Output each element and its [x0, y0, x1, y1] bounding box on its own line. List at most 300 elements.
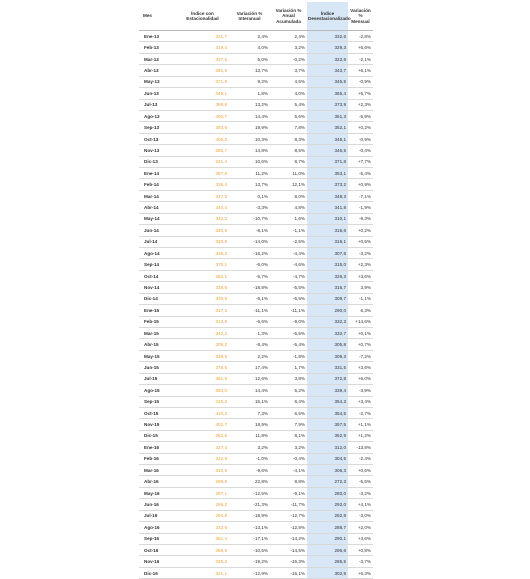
- cell-indice-desestacionalizado: 309,3: [307, 350, 348, 361]
- cell-var-interanual: -12,9%: [229, 567, 270, 578]
- cell-indice-desestacionalizado: 304,5: [307, 453, 348, 464]
- cell-var-mensual: +3,4%: [348, 396, 373, 407]
- cell-mes: Sep-14: [139, 259, 176, 270]
- table-row: [139, 293, 373, 304]
- cell-mes: May-14: [139, 213, 176, 224]
- cell-indice-desestacionalizado: 351,3: [307, 110, 348, 121]
- table-row: [139, 362, 373, 373]
- cell-var-mensual: -3,2%: [348, 248, 373, 259]
- cell-var-mensual: +2,0%: [348, 522, 373, 533]
- cell-indice-estacionalidad: 382,1: [176, 270, 229, 281]
- cell-indice-estacionalidad: 322,9: [176, 453, 229, 464]
- cell-mes: Oct-15: [139, 407, 176, 418]
- cell-indice-estacionalidad: 370,1: [176, 259, 229, 270]
- cell-var-mensual: +3,6%: [348, 362, 373, 373]
- cell-mes: Dic-14: [139, 293, 176, 304]
- cell-mes: Abr-16: [139, 476, 176, 487]
- cell-indice-desestacionalizado: 373,2: [307, 179, 348, 190]
- table-row: [139, 270, 373, 281]
- cell-var-mensual: -2,7%: [348, 407, 373, 418]
- table-row: [139, 88, 373, 99]
- cell-mes: Jun-15: [139, 362, 176, 373]
- cell-indice-estacionalidad: 321,1: [176, 567, 229, 578]
- cell-var-interanual: 12,6%: [229, 373, 270, 384]
- cell-var-interanual: -13,1%: [229, 522, 270, 533]
- cell-mes: Mar-13: [139, 53, 176, 64]
- cell-var-interanual: -6,6%: [229, 316, 270, 327]
- cell-mes: Feb-14: [139, 179, 176, 190]
- cell-mes: Ago-14: [139, 248, 176, 259]
- cell-mes: Ene-15: [139, 305, 176, 316]
- table-row: [139, 510, 373, 521]
- cell-var-anual-acumulada: -14,5%: [270, 544, 307, 555]
- table-row: [139, 145, 373, 156]
- cell-indice-estacionalidad: 351,4: [176, 533, 229, 544]
- cell-indice-desestacionalizado: 373,9: [307, 99, 348, 110]
- cell-indice-estacionalidad: 405,3: [176, 133, 229, 144]
- cell-indice-desestacionalizado: 309,7: [307, 293, 348, 304]
- cell-mes: Jun-13: [139, 88, 176, 99]
- cell-var-interanual: -6,0%: [229, 259, 270, 270]
- table-row: [139, 327, 373, 338]
- cell-mes: Jul-13: [139, 99, 176, 110]
- table-row: [139, 465, 373, 476]
- cell-var-interanual: 22,8%: [229, 476, 270, 487]
- cell-indice-desestacionalizado: 362,9: [307, 430, 348, 441]
- cell-var-interanual: -9,6%: [229, 465, 270, 476]
- cell-indice-desestacionalizado: 357,5: [307, 419, 348, 430]
- header-var-anual-acumulada: Variación % Anual Acumulada: [270, 2, 307, 31]
- cell-var-mensual: +0,5%: [348, 236, 373, 247]
- cell-var-anual-acumulada: -5,5%: [270, 282, 307, 293]
- cell-mes: Nov-16: [139, 556, 176, 567]
- cell-indice-desestacionalizado: 285,5: [307, 556, 348, 567]
- cell-indice-desestacionalizado: 272,3: [307, 476, 348, 487]
- cell-indice-estacionalidad: 376,5: [176, 362, 229, 373]
- cell-indice-estacionalidad: 332,2: [176, 213, 229, 224]
- cell-indice-estacionalidad: 294,9: [176, 510, 229, 521]
- cell-var-anual-acumulada: -12,8%: [270, 522, 307, 533]
- cell-var-anual-acumulada: 4,8%: [270, 202, 307, 213]
- cell-var-mensual: +0,2%: [348, 225, 373, 236]
- cell-indice-desestacionalizado: 332,6: [307, 31, 348, 42]
- cell-var-mensual: +3,6%: [348, 533, 373, 544]
- table-row: [139, 236, 373, 247]
- cell-var-interanual: 9,2%: [229, 76, 270, 87]
- cell-indice-desestacionalizado: 352,1: [307, 122, 348, 133]
- cell-var-anual-acumulada: 5,4%: [270, 99, 307, 110]
- table-row: [139, 179, 373, 190]
- cell-indice-desestacionalizado: 322,9: [307, 53, 348, 64]
- cell-indice-desestacionalizado: 306,3: [307, 465, 348, 476]
- cell-indice-estacionalidad: 337,3: [176, 190, 229, 201]
- cell-var-interanual: 17,4%: [229, 362, 270, 373]
- cell-indice-estacionalidad: 338,8: [176, 282, 229, 293]
- header-indice-desestacionalizado: Índice Desestacionalizado: [307, 2, 348, 31]
- cell-indice-desestacionalizado: 307,8: [307, 248, 348, 259]
- table-row: [139, 522, 373, 533]
- cell-var-interanual: 13,2%: [229, 99, 270, 110]
- cell-var-mensual: -5,9%: [348, 110, 373, 121]
- cell-indice-estacionalidad: 371,9: [176, 76, 229, 87]
- cell-mes: May-13: [139, 76, 176, 87]
- cell-var-anual-acumulada: 6,6%: [270, 110, 307, 121]
- cell-indice-estacionalidad: 327,3: [176, 442, 229, 453]
- cell-var-anual-acumulada: -5,5%: [270, 327, 307, 338]
- cell-var-interanual: 3,2%: [229, 442, 270, 453]
- cell-indice-estacionalidad: 337,5: [176, 53, 229, 64]
- cell-mes: Sep-15: [139, 396, 176, 407]
- cell-indice-estacionalidad: 357,6: [176, 168, 229, 179]
- cell-var-mensual: +3,6%: [348, 270, 373, 281]
- cell-var-anual-acumulada: -2,5%: [270, 236, 307, 247]
- cell-var-anual-acumulada: -4,4%: [270, 248, 307, 259]
- cell-var-anual-acumulada: 11,0%: [270, 168, 307, 179]
- cell-mes: Ene-13: [139, 31, 176, 42]
- cell-var-interanual: 11,8%: [229, 430, 270, 441]
- cell-var-anual-acumulada: 4,5%: [270, 76, 307, 87]
- cell-var-interanual: -18,9%: [229, 510, 270, 521]
- cell-mes: Mar-16: [139, 465, 176, 476]
- cell-indice-desestacionalizado: 353,1: [307, 168, 348, 179]
- cell-indice-desestacionalizado: 331,5: [307, 362, 348, 373]
- cell-var-interanual: -8,4%: [229, 339, 270, 350]
- cell-indice-desestacionalizado: 290,0: [307, 305, 348, 316]
- cell-indice-desestacionalizado: 316,6: [307, 225, 348, 236]
- cell-indice-estacionalidad: 402,7: [176, 419, 229, 430]
- table-row: [139, 487, 373, 498]
- cell-var-interanual: 13,7%: [229, 65, 270, 76]
- cell-mes: Dic-13: [139, 156, 176, 167]
- cell-indice-estacionalidad: 339,5: [176, 350, 229, 361]
- cell-indice-estacionalidad: 320,8: [176, 236, 229, 247]
- cell-mes: Nov-15: [139, 419, 176, 430]
- cell-var-anual-acumulada: 8,8%: [270, 476, 307, 487]
- cell-var-interanual: 19,9%: [229, 122, 270, 133]
- cell-var-anual-acumulada: -0,4%: [270, 453, 307, 464]
- cell-var-interanual: 14,4%: [229, 385, 270, 396]
- cell-indice-estacionalidad: 393,9: [176, 122, 229, 133]
- table-row: [139, 305, 373, 316]
- cell-var-interanual: -11,1%: [229, 305, 270, 316]
- cell-var-mensual: -2,1%: [348, 53, 373, 64]
- cell-indice-desestacionalizado: 329,3: [307, 42, 348, 53]
- cell-var-mensual: +7,7%: [348, 156, 373, 167]
- table-row: [139, 316, 373, 327]
- cell-mes: Feb-13: [139, 42, 176, 53]
- cell-var-anual-acumulada: -9,0%: [270, 316, 307, 327]
- cell-mes: Ene-16: [139, 442, 176, 453]
- cell-var-mensual: +6,3%: [348, 567, 373, 578]
- cell-mes: Mar-14: [139, 190, 176, 201]
- cell-var-interanual: 15,1%: [229, 396, 270, 407]
- cell-var-anual-acumulada: -1,8%: [270, 350, 307, 361]
- cell-var-anual-acumulada: 2,4%: [270, 31, 307, 42]
- cell-indice-desestacionalizado: 290,1: [307, 533, 348, 544]
- cell-mes: Jun-14: [139, 225, 176, 236]
- table-row: [139, 53, 373, 64]
- cell-var-interanual: -10,5%: [229, 544, 270, 555]
- cell-var-interanual: -19,2%: [229, 556, 270, 567]
- cell-indice-desestacionalizado: 292,0: [307, 499, 348, 510]
- cell-var-mensual: -9,3%: [348, 213, 373, 224]
- cell-var-mensual: -3,2%: [348, 487, 373, 498]
- cell-var-mensual: +0,6%: [348, 465, 373, 476]
- cell-indice-desestacionalizado: 312,0: [307, 442, 348, 453]
- cell-mes: Dic-16: [139, 567, 176, 578]
- cell-var-mensual: +14,6%: [348, 316, 373, 327]
- cell-var-anual-acumulada: -4,1%: [270, 465, 307, 476]
- cell-var-mensual: +0,1%: [348, 327, 373, 338]
- cell-indice-estacionalidad: 336,4: [176, 179, 229, 190]
- cell-var-interanual: 2,4%: [229, 31, 270, 42]
- cell-var-anual-acumulada: -1,1%: [270, 225, 307, 236]
- cell-mes: Nov-14: [139, 282, 176, 293]
- table-row: [139, 453, 373, 464]
- cell-indice-estacionalidad: 340,4: [176, 202, 229, 213]
- cell-var-mensual: +2,3%: [348, 259, 373, 270]
- cell-var-mensual: +1,2%: [348, 430, 373, 441]
- cell-indice-desestacionalizado: 371,8: [307, 156, 348, 167]
- cell-mes: Abr-13: [139, 65, 176, 76]
- cell-var-anual-acumulada: -4,6%: [270, 259, 307, 270]
- cell-mes: Sep-13: [139, 122, 176, 133]
- cell-indice-estacionalidad: 320,5: [176, 293, 229, 304]
- cell-var-anual-acumulada: 8,1%: [270, 430, 307, 441]
- cell-mes: May-15: [139, 350, 176, 361]
- cell-indice-estacionalidad: 369,9: [176, 99, 229, 110]
- cell-indice-estacionalidad: 425,3: [176, 396, 229, 407]
- header-var-mensual: Variación % Mensual: [348, 2, 373, 31]
- cell-indice-desestacionalizado: 305,8: [307, 339, 348, 350]
- cell-indice-desestacionalizado: 332,3: [307, 316, 348, 327]
- table-row: [139, 133, 373, 144]
- cell-var-anual-acumulada: 6,5%: [270, 407, 307, 418]
- cell-var-mensual: +4,1%: [348, 499, 373, 510]
- cell-var-mensual: +1,1%: [348, 419, 373, 430]
- cell-var-anual-acumulada: 3,7%: [270, 65, 307, 76]
- cell-mes: Oct-14: [139, 270, 176, 281]
- cell-indice-desestacionalizado: 288,7: [307, 522, 348, 533]
- cell-mes: Oct-16: [139, 544, 176, 555]
- table-row: [139, 396, 373, 407]
- cell-indice-estacionalidad: 317,3: [176, 305, 229, 316]
- cell-indice-desestacionalizado: 345,5: [307, 76, 348, 87]
- table-row: [139, 556, 373, 567]
- cell-indice-estacionalidad: 400,7: [176, 110, 229, 121]
- cell-indice-desestacionalizado: 296,6: [307, 544, 348, 555]
- cell-var-mensual: -3,7%: [348, 556, 373, 567]
- table-row: [139, 76, 373, 87]
- cell-var-mensual: +6,1%: [348, 65, 373, 76]
- cell-mes: Nov-13: [139, 145, 176, 156]
- cell-var-interanual: 10,3%: [229, 133, 270, 144]
- table-row: [139, 407, 373, 418]
- cell-var-interanual: -8,1%: [229, 225, 270, 236]
- cell-var-interanual: 14,4%: [229, 110, 270, 121]
- cell-var-interanual: 0,1%: [229, 190, 270, 201]
- cell-var-mensual: -3,0%: [348, 510, 373, 521]
- cell-var-anual-acumulada: 3,2%: [270, 442, 307, 453]
- cell-indice-desestacionalizado: 326,3: [307, 270, 348, 281]
- cell-indice-estacionalidad: 383,0: [176, 385, 229, 396]
- header-indice-estacionalidad: Índice con Estacionalidad: [176, 2, 229, 31]
- table-row: [139, 202, 373, 213]
- table-row: [139, 110, 373, 121]
- cell-indice-desestacionalizado: 302,9: [307, 567, 348, 578]
- cell-mes: Jul-14: [139, 236, 176, 247]
- cell-var-interanual: 1,3%: [229, 327, 270, 338]
- table-row: [139, 213, 373, 224]
- table-row: [139, 122, 373, 133]
- cell-mes: Abr-15: [139, 339, 176, 350]
- table-row: [139, 350, 373, 361]
- cell-indice-estacionalidad: 342,2: [176, 327, 229, 338]
- cell-mes: Sep-16: [139, 533, 176, 544]
- cell-var-mensual: -13,8%: [348, 442, 373, 453]
- cell-var-anual-acumulada: 3,8%: [270, 373, 307, 384]
- table-row: [139, 168, 373, 179]
- table-header: [139, 2, 373, 31]
- cell-var-anual-acumulada: 7,9%: [270, 419, 307, 430]
- cell-indice-desestacionalizado: 343,7: [307, 65, 348, 76]
- table-row: [139, 99, 373, 110]
- cell-indice-desestacionalizado: 280,0: [307, 487, 348, 498]
- cell-var-mensual: +6,6%: [348, 42, 373, 53]
- cell-indice-estacionalidad: 351,9: [176, 65, 229, 76]
- cell-var-anual-acumulada: 5,2%: [270, 385, 307, 396]
- cell-var-mensual: +0,7%: [348, 339, 373, 350]
- cell-indice-estacionalidad: 349,1: [176, 88, 229, 99]
- table-row: [139, 419, 373, 430]
- cell-var-interanual: -21,3%: [229, 499, 270, 510]
- cell-var-interanual: -5,7%: [229, 270, 270, 281]
- table-row: [139, 430, 373, 441]
- cell-var-anual-acumulada: -11,7%: [270, 499, 307, 510]
- cell-indice-desestacionalizado: 332,7: [307, 327, 348, 338]
- cell-mes: Jul-16: [139, 510, 176, 521]
- table-row: [139, 499, 373, 510]
- cell-var-anual-acumulada: -14,2%: [270, 533, 307, 544]
- cell-var-mensual: -1,1%: [348, 293, 373, 304]
- table-row: [139, 42, 373, 53]
- table-row: [139, 476, 373, 487]
- cell-indice-estacionalidad: 358,5: [176, 544, 229, 555]
- cell-indice-estacionalidad: 410,3: [176, 407, 229, 418]
- table-row: [139, 190, 373, 201]
- cell-indice-estacionalidad: 320,9: [176, 225, 229, 236]
- cell-mes: Feb-15: [139, 316, 176, 327]
- cell-indice-desestacionalizado: 348,3: [307, 190, 348, 201]
- cell-var-anual-acumulada: 3,2%: [270, 42, 307, 53]
- cell-var-mensual: -3,9%: [348, 385, 373, 396]
- cell-indice-estacionalidad: 362,6: [176, 430, 229, 441]
- cell-var-interanual: -16,2%: [229, 248, 270, 259]
- cell-indice-estacionalidad: 309,2: [176, 339, 229, 350]
- table-row: [139, 259, 373, 270]
- cell-indice-desestacionalizado: 372,8: [307, 373, 348, 384]
- table-row: [139, 65, 373, 76]
- cell-indice-estacionalidad: 319,4: [176, 42, 229, 53]
- cell-var-mensual: +0,8%: [348, 544, 373, 555]
- cell-mes: Oct-13: [139, 133, 176, 144]
- cell-var-mensual: +5,7%: [348, 88, 373, 99]
- table-row: [139, 385, 373, 396]
- header-mes: Mes: [139, 2, 176, 31]
- cell-var-mensual: -0,9%: [348, 76, 373, 87]
- table-row: [139, 31, 373, 42]
- cell-mes: May-16: [139, 487, 176, 498]
- cell-indice-desestacionalizado: 365,4: [307, 88, 348, 99]
- table-row: [139, 373, 373, 384]
- cell-indice-estacionalidad: 325,3: [176, 556, 229, 567]
- cell-var-anual-acumulada: -15,1%: [270, 567, 307, 578]
- cell-indice-estacionalidad: 296,2: [176, 499, 229, 510]
- cell-var-mensual: -7,1%: [348, 190, 373, 201]
- table-row: [139, 339, 373, 350]
- cell-indice-desestacionalizado: 354,5: [307, 407, 348, 418]
- cell-indice-estacionalidad: 313,8: [176, 316, 229, 327]
- cell-mes: Abr-14: [139, 202, 176, 213]
- cell-indice-desestacionalizado: 341,8: [307, 202, 348, 213]
- cell-var-anual-acumulada: 6,4%: [270, 396, 307, 407]
- cell-indice-estacionalidad: 297,1: [176, 487, 229, 498]
- cell-var-interanual: -12,5%: [229, 487, 270, 498]
- cell-var-anual-acumulada: -11,1%: [270, 305, 307, 316]
- cell-var-interanual: 7,3%: [229, 407, 270, 418]
- cell-var-interanual: -10,7%: [229, 213, 270, 224]
- cell-mes: Feb-16: [139, 453, 176, 464]
- header-var-interanual: Variación % Interanual: [229, 2, 270, 31]
- cell-var-mensual: -0,9%: [348, 133, 373, 144]
- cell-var-mensual: -7,2%: [348, 350, 373, 361]
- cell-var-anual-acumulada: -5,4%: [270, 339, 307, 350]
- cell-indice-desestacionalizado: 318,1: [307, 236, 348, 247]
- cell-var-interanual: 11,2%: [229, 168, 270, 179]
- cell-var-anual-acumulada: 1,7%: [270, 362, 307, 373]
- cell-var-anual-acumulada: -15,3%: [270, 556, 307, 567]
- cell-indice-estacionalidad: 341,4: [176, 156, 229, 167]
- cell-var-interanual: -6,1%: [229, 293, 270, 304]
- cell-var-anual-acumulada: 8,5%: [270, 145, 307, 156]
- cell-indice-desestacionalizado: 354,3: [307, 396, 348, 407]
- cell-mes: Jun-16: [139, 499, 176, 510]
- cell-var-anual-acumulada: 8,0%: [270, 190, 307, 201]
- cell-var-anual-acumulada: 7,8%: [270, 122, 307, 133]
- cell-indice-estacionalidad: 289,8: [176, 476, 229, 487]
- cell-var-mensual: +2,3%: [348, 99, 373, 110]
- table-body: [139, 31, 373, 579]
- cell-var-interanual: 10,6%: [229, 156, 270, 167]
- cell-var-mensual: +0,9%: [348, 179, 373, 190]
- cell-var-mensual: -1,9%: [348, 202, 373, 213]
- cell-mes: Ago-13: [139, 110, 176, 121]
- cell-var-anual-acumulada: -0,2%: [270, 53, 307, 64]
- cell-var-anual-acumulada: 8,3%: [270, 133, 307, 144]
- table-row: [139, 225, 373, 236]
- cell-var-interanual: -18,8%: [229, 282, 270, 293]
- cell-mes: Mar-15: [139, 327, 176, 338]
- cell-indice-desestacionalizado: 316,7: [307, 282, 348, 293]
- cell-var-interanual: -14,0%: [229, 236, 270, 247]
- cell-var-mensual: -0,4%: [348, 145, 373, 156]
- cell-indice-estacionalidad: 310,5: [176, 465, 229, 476]
- table-row: [139, 567, 373, 578]
- cell-var-anual-acumulada: -4,7%: [270, 270, 307, 281]
- cell-var-interanual: -3,3%: [229, 202, 270, 213]
- cell-var-anual-acumulada: -12,7%: [270, 510, 307, 521]
- cell-var-anual-acumulada: 4,0%: [270, 88, 307, 99]
